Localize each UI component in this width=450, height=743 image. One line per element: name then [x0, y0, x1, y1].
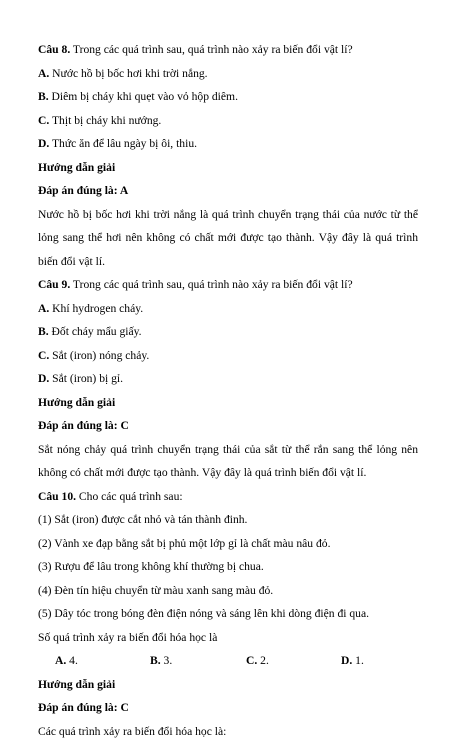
process-item: (1) Sắt (iron) được cắt nhỏ và tán thành đinh. — [38, 508, 418, 532]
question-8 — [38, 38, 418, 62]
answer-line: Đáp án đúng là: C — [38, 414, 418, 438]
option-letter: A. — [38, 67, 49, 80]
answer-options-row — [38, 649, 418, 673]
question-10 — [38, 485, 418, 509]
guide-heading: Hướng dẫn giải — [38, 673, 418, 697]
question-text: Cho các quá trình sau: — [76, 490, 183, 503]
option-b — [38, 320, 418, 344]
option-text: Sắt (iron) nóng chảy. — [49, 349, 149, 362]
answer-line: Đáp án đúng là: C — [38, 696, 418, 720]
option-a — [38, 297, 418, 321]
option-text: Diêm bị cháy khi quẹt vào vỏ hộp diêm. — [49, 90, 238, 103]
option-letter: A. — [55, 654, 66, 667]
process-item: (3) Rượu để lâu trong không khí thường bị chua. — [38, 555, 418, 579]
option-letter: D. — [38, 137, 49, 150]
guide-heading: Hướng dẫn giải — [38, 156, 418, 180]
option-letter: B. — [38, 325, 49, 338]
option-text: Sắt (iron) bị gỉ. — [49, 372, 123, 385]
option-b — [150, 649, 172, 673]
option-c — [38, 344, 418, 368]
option-text: Khí hydrogen cháy. — [49, 302, 143, 315]
option-text: 2. — [257, 654, 269, 667]
option-text: 1. — [352, 654, 364, 667]
question-label: Câu 10. — [38, 490, 76, 503]
question-text: Trong các quá trình sau, quá trình nào xảy ra biến đổi vật lí? — [70, 43, 352, 56]
option-d — [38, 132, 418, 156]
process-item: (5) Dây tóc trong bóng đèn điện nóng và sáng lên khi dòng điện đi qua. — [38, 602, 418, 626]
question-prompt: Số quá trình xảy ra biến đổi hóa học là — [38, 626, 418, 650]
option-letter: D. — [38, 372, 49, 385]
answer-line: Đáp án đúng là: A — [38, 179, 418, 203]
document-page — [38, 38, 418, 743]
option-text: Đốt cháy mẩu giấy. — [49, 325, 142, 338]
option-d — [341, 649, 364, 673]
option-letter: B. — [38, 90, 49, 103]
option-letter: D. — [341, 654, 352, 667]
option-letter: B. — [150, 654, 161, 667]
option-letter: A. — [38, 302, 49, 315]
option-c — [38, 109, 418, 133]
option-text: 3. — [161, 654, 173, 667]
option-c — [246, 649, 269, 673]
question-label: Câu 8. — [38, 43, 70, 56]
option-b — [38, 85, 418, 109]
question-label: Câu 9. — [38, 278, 70, 291]
question-text: Trong các quá trình sau, quá trình nào xảy ra biến đổi vật lí? — [70, 278, 352, 291]
option-text: 4. — [66, 654, 78, 667]
option-text: Nước hồ bị bốc hơi khi trời nắng. — [49, 67, 207, 80]
question-9 — [38, 273, 418, 297]
option-d — [38, 367, 418, 391]
option-text: Thức ăn để lâu ngày bị ôi, thiu. — [49, 137, 197, 150]
process-item: (2) Vành xe đạp bằng sắt bị phủ một lớp gỉ là chất màu nâu đỏ. — [38, 532, 418, 556]
option-letter: C. — [38, 114, 49, 127]
guide-heading: Hướng dẫn giải — [38, 391, 418, 415]
option-letter: C. — [246, 654, 257, 667]
explanation: Sắt nóng chảy quá trình chuyển trạng thái của sắt từ thể rắn sang thể lỏng nên không có chất mới được tạo thành. Vậy đây là quá trình biến đổi vật lí. — [38, 438, 418, 485]
option-a — [55, 649, 78, 673]
option-text: Thịt bị cháy khi nướng. — [49, 114, 161, 127]
option-letter: C. — [38, 349, 49, 362]
explanation: Nước hồ bị bốc hơi khi trời nắng là quá trình chuyển trạng thái của nước từ thể lỏng sang thể hơi nên không có chất mới được tạo thành. Vậy đây là quá trình biến đổi vật lí. — [38, 203, 418, 274]
process-item: (4) Đèn tín hiệu chuyển từ màu xanh sang màu đỏ. — [38, 579, 418, 603]
explanation: Các quá trình xảy ra biến đổi hóa học là: — [38, 720, 418, 743]
option-a — [38, 62, 418, 86]
